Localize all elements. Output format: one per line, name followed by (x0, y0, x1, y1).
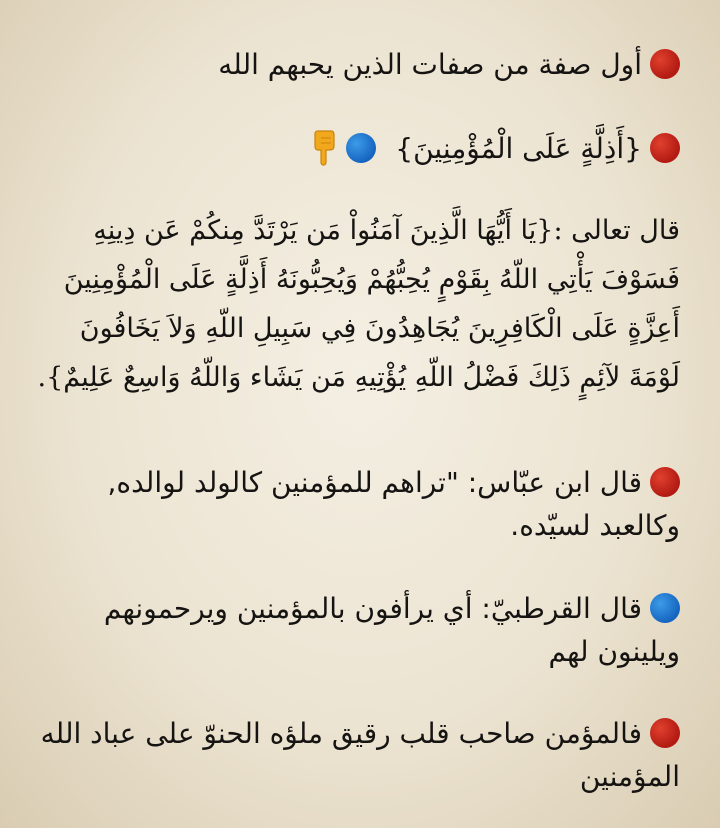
red-circle-icon (650, 49, 680, 79)
believer-paragraph (34, 712, 680, 798)
heading-text: أول صفة من صفات الذين يحبهم الله (218, 48, 642, 81)
red-circle-icon (650, 467, 680, 497)
verse-excerpt-text: {أَذِلَّةٍ عَلَى الْمُؤْمِنِينَ} (395, 132, 642, 165)
ibn-abbas-text: قال ابن عبّاس: "تراهم للمؤمنين كالولد لوالده, وكالعبد لسيّده. (107, 466, 680, 542)
believer-text: فالمؤمن صاحب قلب رقيق ملؤه الحنوّ على عباد الله المؤمنين (40, 717, 680, 793)
backhand-index-pointing-down-icon (312, 130, 336, 166)
red-circle-icon (650, 133, 680, 163)
blue-circle-icon (346, 133, 376, 163)
qurtubi-paragraph (34, 587, 680, 673)
verse-excerpt-line (34, 128, 680, 169)
qurtubi-text: قال القرطبيّ: أي يرأفون بالمؤمنين ويرحمونهم ويلينون لهم (103, 592, 680, 668)
quran-verse-paragraph: قال تعالى :{يَا أَيُّهَا الَّذِينَ آمَنُواْ مَن يَرْتَدَّ مِنكُمْ عَن دِينِهِ فَسَوْفَ يَأْتِي اللّهُ بِقَوْمٍ يُحِبُّهُمْ وَيُحِبُّونَهُ أَذِلَّةٍ عَلَى الْمُؤْمِنِينَ أَعِزَّةٍ عَلَى الْكَافِرِينَ يُجَاهِدُونَ فِي سَبِيلِ اللّهِ وَلاَ يَخَافُونَ لَوْمَةَ لآئِمٍ ذَلِكَ فَضْلُ اللّهِ يُؤْتِيهِ مَن يَشَاء وَاللّهُ وَاسِعٌ عَلِيمٌ}. (37, 215, 680, 393)
blue-circle-icon (650, 593, 680, 623)
heading-line (34, 44, 680, 85)
ibn-abbas-paragraph (34, 461, 680, 547)
red-circle-icon (650, 718, 680, 748)
